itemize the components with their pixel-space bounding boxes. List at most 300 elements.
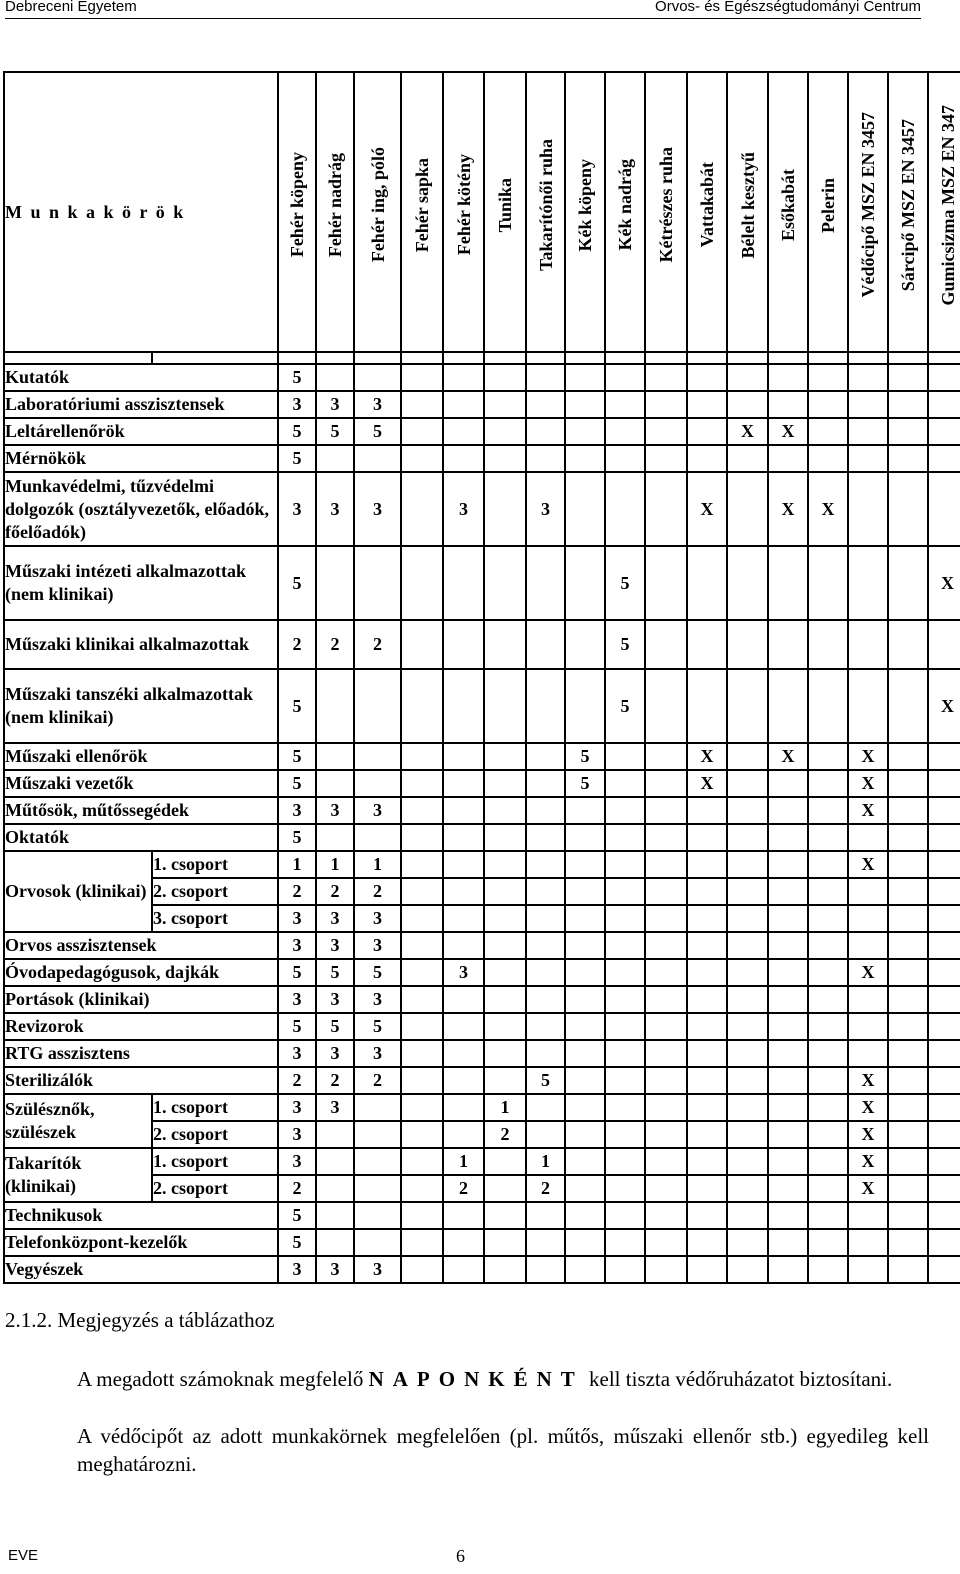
table-cell [727, 932, 768, 959]
table-row [4, 472, 960, 546]
table-cell [605, 959, 645, 986]
table-row [4, 1256, 960, 1283]
table-cell: 5 [278, 770, 316, 797]
group-sub-label: 1. csoport [152, 1148, 278, 1175]
table-cell [605, 905, 645, 932]
table-cell [526, 1229, 565, 1256]
table-cell [727, 1040, 768, 1067]
table-cell: 2 [484, 1121, 526, 1148]
table-cell [354, 1094, 401, 1121]
table-cell [645, 1040, 687, 1067]
table-row [4, 1094, 960, 1121]
table-cell [808, 905, 848, 932]
table-cell [401, 1094, 443, 1121]
table-cell [808, 418, 848, 445]
table-cell: 1 [526, 1148, 565, 1175]
table-cell [768, 824, 808, 851]
table-cell [928, 1067, 960, 1094]
table-cell [443, 391, 484, 418]
table-cell: 3 [316, 472, 354, 546]
table-cell [687, 1256, 727, 1283]
table-cell [808, 1229, 848, 1256]
table-cell: 5 [354, 1013, 401, 1040]
table-cell [526, 905, 565, 932]
table-cell [484, 669, 526, 743]
table-cell [565, 824, 605, 851]
table-cell [605, 1148, 645, 1175]
table-cell [484, 932, 526, 959]
table-cell [565, 851, 605, 878]
table-cell: 5 [526, 1067, 565, 1094]
table-cell [526, 1013, 565, 1040]
table-cell [888, 620, 928, 669]
table-cell [928, 620, 960, 669]
table-cell [727, 1256, 768, 1283]
table-cell: 1 [484, 1094, 526, 1121]
table-cell: X [848, 1121, 888, 1148]
table-cell [687, 959, 727, 986]
table-cell [526, 959, 565, 986]
table-cell [401, 851, 443, 878]
table-cell: 2 [354, 620, 401, 669]
table-cell [888, 1175, 928, 1202]
table-cell: 5 [278, 1229, 316, 1256]
table-cell [565, 1094, 605, 1121]
table-cell [401, 986, 443, 1013]
table-cell: X [768, 743, 808, 770]
table-cell [443, 770, 484, 797]
table-cell: 1 [354, 851, 401, 878]
table-cell [645, 797, 687, 824]
table-cell: 3 [316, 797, 354, 824]
table-cell [645, 445, 687, 472]
table-cell [316, 445, 354, 472]
table-cell [605, 1175, 645, 1202]
table-cell [443, 1094, 484, 1121]
table-cell [888, 1148, 928, 1175]
table-cell [768, 391, 808, 418]
table-cell [401, 1256, 443, 1283]
table-cell [808, 1067, 848, 1094]
table-cell [808, 932, 848, 959]
table-cell [645, 1148, 687, 1175]
table-cell: 5 [278, 669, 316, 743]
table-cell: 2 [278, 1175, 316, 1202]
table-cell [401, 391, 443, 418]
table-cell [645, 364, 687, 391]
table-cell [727, 391, 768, 418]
table-cell [888, 743, 928, 770]
table-cell [768, 905, 808, 932]
table-cell [443, 445, 484, 472]
table-cell [605, 770, 645, 797]
table-cell [565, 986, 605, 1013]
table-cell [687, 364, 727, 391]
job-title: Leltárellenőrök [4, 418, 278, 445]
table-row [4, 1013, 960, 1040]
table-cell [484, 905, 526, 932]
table-cell: 5 [278, 824, 316, 851]
job-group: Szülésznők, szülészek [4, 1094, 152, 1148]
table-cell [928, 743, 960, 770]
table-cell: 3 [443, 959, 484, 986]
table-cell [645, 1067, 687, 1094]
job-title: Műtősök, műtőssegédek [4, 797, 278, 824]
table-cell [808, 1094, 848, 1121]
job-group: Takarítók (klinikai) [4, 1148, 152, 1202]
table-cell [727, 546, 768, 620]
table-cell [768, 1094, 808, 1121]
uniform-table [3, 71, 960, 1284]
table-cell [565, 1067, 605, 1094]
table-cell [808, 620, 848, 669]
table-cell [354, 445, 401, 472]
table-cell [484, 1040, 526, 1067]
table-cell [605, 418, 645, 445]
table-cell [888, 1121, 928, 1148]
table-cell [401, 770, 443, 797]
table-cell [443, 743, 484, 770]
table-cell [605, 743, 645, 770]
table-cell [928, 364, 960, 391]
table-cell: 3 [278, 905, 316, 932]
table-cell: X [848, 743, 888, 770]
table-cell [727, 1067, 768, 1094]
table-cell [484, 797, 526, 824]
table-cell: 5 [278, 445, 316, 472]
table-cell [687, 1202, 727, 1229]
table-cell [565, 445, 605, 472]
table-cell [443, 1202, 484, 1229]
column-header: Vattakabát [687, 72, 727, 352]
table-cell: 1 [443, 1148, 484, 1175]
table-cell [354, 824, 401, 851]
table-cell [848, 472, 888, 546]
table-cell [526, 445, 565, 472]
table-cell [443, 1121, 484, 1148]
table-row [4, 797, 960, 824]
table-cell [687, 932, 727, 959]
table-cell [401, 1229, 443, 1256]
table-cell [443, 932, 484, 959]
table-cell [401, 824, 443, 851]
table-cell [484, 878, 526, 905]
table-cell: 5 [278, 1202, 316, 1229]
group-sub-label: 3. csoport [152, 905, 278, 932]
table-cell [808, 743, 848, 770]
job-group: Orvosok (klinikai) [4, 851, 152, 932]
table-cell [645, 878, 687, 905]
page-header [0, 0, 960, 20]
table-cell [526, 1040, 565, 1067]
table-cell [768, 1121, 808, 1148]
table-cell: X [768, 472, 808, 546]
table-cell [888, 364, 928, 391]
job-title: Műszaki ellenőrök [4, 743, 278, 770]
table-cell: 3 [316, 1256, 354, 1283]
table-cell [565, 1013, 605, 1040]
table-cell [808, 1040, 848, 1067]
table-cell [484, 824, 526, 851]
table-cell [727, 669, 768, 743]
table-cell [848, 905, 888, 932]
table-row [4, 546, 960, 620]
table-cell [928, 445, 960, 472]
table-cell [316, 770, 354, 797]
table-cell [316, 669, 354, 743]
table-cell [401, 1013, 443, 1040]
table-cell [565, 391, 605, 418]
table-cell: 3 [278, 1040, 316, 1067]
table-cell [526, 1202, 565, 1229]
table-cell [888, 1067, 928, 1094]
table-cell [768, 1175, 808, 1202]
table-cell [443, 620, 484, 669]
table-cell [526, 669, 565, 743]
footer-left: EVE [8, 1547, 39, 1564]
table-cell [316, 364, 354, 391]
table-cell [605, 878, 645, 905]
table-cell [443, 1229, 484, 1256]
table-cell: X [808, 472, 848, 546]
table-cell [848, 1256, 888, 1283]
table-cell [888, 932, 928, 959]
note-p1-pre: A megadott számoknak megfelelő [77, 1367, 364, 1391]
table-cell [687, 1148, 727, 1175]
table-cell [645, 391, 687, 418]
table-cell [526, 878, 565, 905]
table-row [4, 824, 960, 851]
table-row [4, 620, 960, 669]
table-cell [526, 418, 565, 445]
job-title: Technikusok [4, 1202, 278, 1229]
table-cell [808, 391, 848, 418]
table-cell [484, 851, 526, 878]
table-row [4, 1040, 960, 1067]
table-cell [687, 851, 727, 878]
table-cell [484, 1175, 526, 1202]
table-cell [848, 546, 888, 620]
table-cell [727, 1229, 768, 1256]
table-cell: 1 [316, 851, 354, 878]
table-cell [687, 878, 727, 905]
column-header: Fehér nadrág [316, 72, 354, 352]
table-cell [928, 905, 960, 932]
table-cell [354, 743, 401, 770]
table-cell [888, 1094, 928, 1121]
table-cell [484, 770, 526, 797]
table-cell [526, 620, 565, 669]
table-cell [768, 1040, 808, 1067]
table-cell [565, 669, 605, 743]
table-cell: 2 [278, 1067, 316, 1094]
table-cell: X [687, 770, 727, 797]
table-cell [848, 364, 888, 391]
table-row [4, 1148, 960, 1175]
table-cell [565, 878, 605, 905]
table-cell [565, 1202, 605, 1229]
table-cell [808, 364, 848, 391]
table-cell [484, 418, 526, 445]
table-cell [645, 546, 687, 620]
table-cell [645, 472, 687, 546]
table-cell [687, 1175, 727, 1202]
table-cell [928, 1175, 960, 1202]
table-cell [565, 1229, 605, 1256]
table-cell: 3 [278, 797, 316, 824]
table-cell [727, 824, 768, 851]
table-cell: 3 [316, 905, 354, 932]
table-cell [808, 797, 848, 824]
table-cell: 3 [278, 1121, 316, 1148]
table-cell [401, 620, 443, 669]
table-cell [443, 1256, 484, 1283]
table-cell [808, 1202, 848, 1229]
table-cell [484, 620, 526, 669]
table-cell [316, 1121, 354, 1148]
table-cell: 5 [278, 418, 316, 445]
table-cell: X [848, 959, 888, 986]
table-cell [316, 1175, 354, 1202]
job-title: Kutatók [4, 364, 278, 391]
table-cell [808, 878, 848, 905]
table-cell [484, 391, 526, 418]
job-title: Műszaki klinikai alkalmazottak [4, 620, 278, 669]
job-title: Munkavédelmi, tűzvédelmi dolgozók (osztályvezetők, előadók, főelőadók) [4, 472, 278, 546]
table-cell [768, 797, 808, 824]
table-cell [526, 1094, 565, 1121]
note-paragraph-1 [77, 1365, 929, 1393]
note-heading: 2.1.2. Megjegyzés a táblázathoz [5, 1308, 275, 1332]
table-cell [687, 1067, 727, 1094]
table-cell [484, 1229, 526, 1256]
column-header: Tunika [484, 72, 526, 352]
table-cell [928, 878, 960, 905]
table-cell [401, 932, 443, 959]
table-cell [928, 1040, 960, 1067]
table-cell: 2 [278, 620, 316, 669]
table-row [4, 669, 960, 743]
table-cell [727, 851, 768, 878]
job-title: Mérnökök [4, 445, 278, 472]
table-cell [768, 932, 808, 959]
table-cell [565, 364, 605, 391]
table-row [4, 1229, 960, 1256]
column-header: Védőcipő MSZ EN 3457 [848, 72, 888, 352]
table-cell: 2 [354, 878, 401, 905]
table-cell [848, 824, 888, 851]
table-cell [645, 620, 687, 669]
column-header: Fehér ing, póló [354, 72, 401, 352]
table-cell [605, 1067, 645, 1094]
table-cell [443, 546, 484, 620]
header-row [4, 72, 960, 352]
table-cell: 2 [278, 878, 316, 905]
table-cell [354, 669, 401, 743]
table-cell: 3 [316, 986, 354, 1013]
table-cell: 3 [354, 797, 401, 824]
table-cell [848, 1013, 888, 1040]
table-cell: X [928, 546, 960, 620]
table-cell [848, 1229, 888, 1256]
table-row [4, 445, 960, 472]
group-sub-label: 2. csoport [152, 1175, 278, 1202]
table-cell [526, 797, 565, 824]
table-cell [888, 1202, 928, 1229]
table-cell: 5 [354, 418, 401, 445]
table-cell [848, 669, 888, 743]
table-cell [848, 391, 888, 418]
job-title: Vegyészek [4, 1256, 278, 1283]
table-cell: X [848, 1094, 888, 1121]
table-cell [605, 1202, 645, 1229]
table-cell [888, 472, 928, 546]
table-cell [605, 797, 645, 824]
column-header: Takarítónői ruha [526, 72, 565, 352]
table-cell [354, 364, 401, 391]
table-cell: X [848, 1148, 888, 1175]
table-cell [565, 1148, 605, 1175]
table-cell [808, 1148, 848, 1175]
table-cell [888, 445, 928, 472]
table-cell [484, 445, 526, 472]
table-cell [888, 546, 928, 620]
table-cell [687, 669, 727, 743]
job-title: Műszaki tanszéki alkalmazottak (nem klinikai) [4, 669, 278, 743]
column-header: Gumicsizma MSZ EN 347 [928, 72, 960, 352]
table-cell [808, 1175, 848, 1202]
table-cell [727, 620, 768, 669]
table-cell [727, 472, 768, 546]
table-cell [687, 905, 727, 932]
job-title: Revizorok [4, 1013, 278, 1040]
table-cell [605, 986, 645, 1013]
column-header: Kék köpeny [565, 72, 605, 352]
table-cell [888, 824, 928, 851]
table-cell: 1 [278, 851, 316, 878]
table-cell: 3 [316, 1040, 354, 1067]
table-cell: 3 [278, 932, 316, 959]
table-cell [768, 620, 808, 669]
table-cell [401, 1175, 443, 1202]
table-cell [768, 1256, 808, 1283]
table-cell: 5 [565, 743, 605, 770]
table-row [4, 364, 960, 391]
table-cell [443, 1067, 484, 1094]
table-cell [484, 1202, 526, 1229]
table-cell [401, 472, 443, 546]
note-paragraph-2: A védőcipőt az adott munkakörnek megfelelően (pl. műtős, műszaki ellenőr stb.) egyedileg kell meghatározni. [77, 1424, 929, 1476]
table-row [4, 986, 960, 1013]
table-cell [316, 1148, 354, 1175]
column-header: Kék nadrág [605, 72, 645, 352]
table-cell [645, 1256, 687, 1283]
table-cell [687, 391, 727, 418]
table-cell [808, 824, 848, 851]
table-cell [484, 1067, 526, 1094]
table-cell: 5 [605, 546, 645, 620]
table-cell: X [848, 1175, 888, 1202]
table-cell [928, 1094, 960, 1121]
table-cell [401, 1040, 443, 1067]
table-cell: 3 [354, 932, 401, 959]
table-cell [645, 905, 687, 932]
table-cell [687, 445, 727, 472]
table-cell [808, 1256, 848, 1283]
table-cell [848, 445, 888, 472]
table-cell [605, 391, 645, 418]
table-cell [768, 546, 808, 620]
